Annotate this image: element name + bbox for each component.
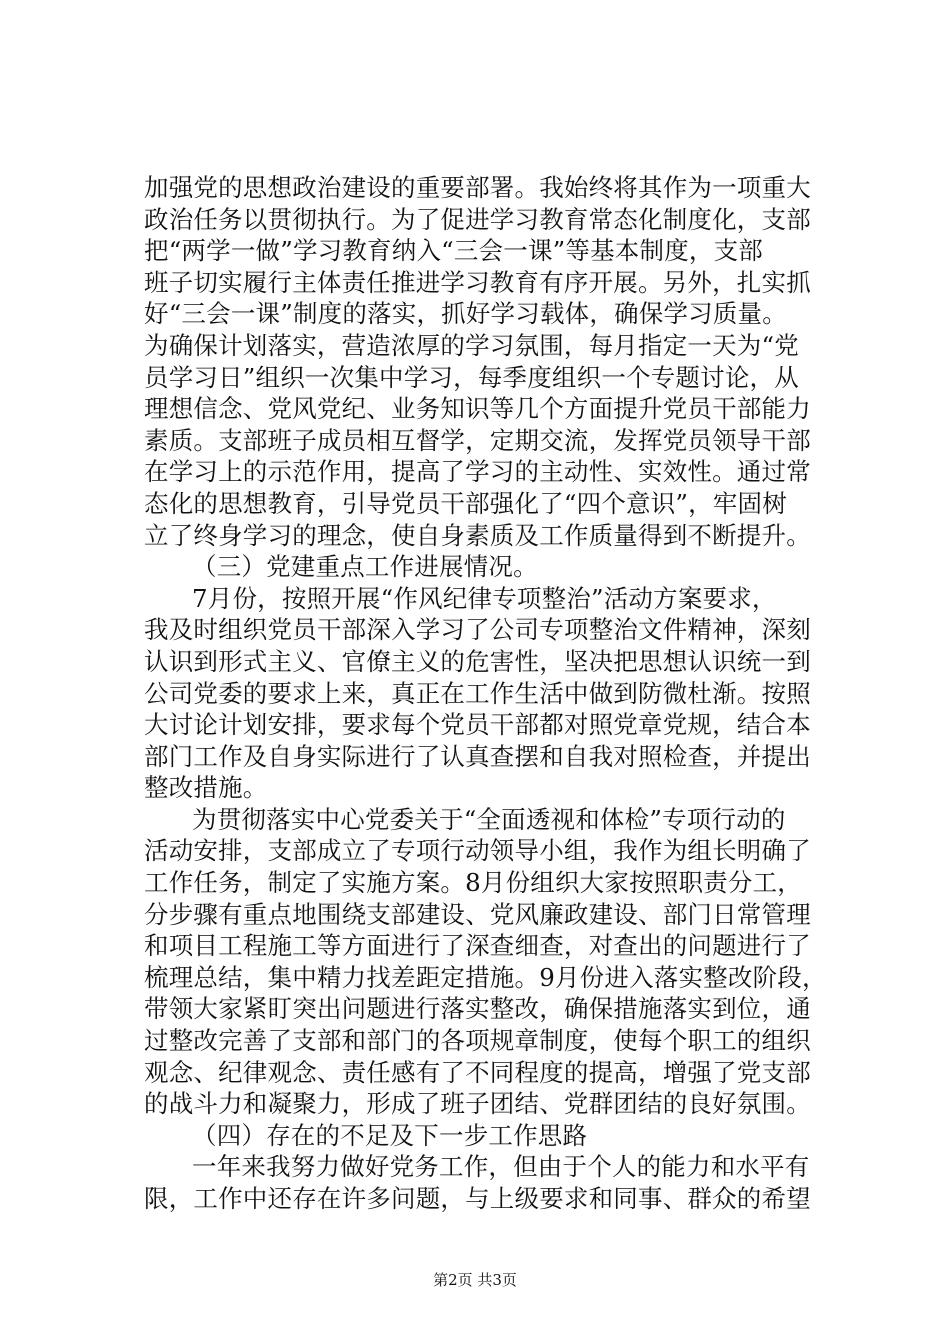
text-line: 一年来我努力做好党务工作，但由于个人的能力和水平有 [192,1152,810,1182]
text-line: （三）党建重点工作进展情况。 [192,552,538,582]
text-line: 观念、纪律观念、责任感有了不同程度的提高，增强了党支部 [144,1057,811,1087]
text-line: 过整改完善了支部和部门的各项规章制度，使每个职工的组织 [144,1026,811,1056]
text-line: 公司党委的要求上来，真正在工作生活中做到防微杜渐。按照 [144,678,811,708]
text-line: （四）存在的不足及下一步工作思路 [192,1120,588,1150]
body-text [144,172,827,1215]
text-line: 把“两学一做”学习教育纳入“三会一课”等基本制度，支部 [144,236,763,266]
text-line: 员学习日”组织一次集中学习，每季度组织一个专题讨论，从 [144,362,799,392]
text-line: 政治任务以贯彻执行。为了促进学习教育常态化制度化，支部 [144,204,811,234]
text-line: 限，工作中还存在许多问题，与上级要求和同事、群众的希望 [144,1184,811,1213]
text-line: 素质。支部班子成员相互督学，定期交流，发挥党员领导干部 [144,425,811,455]
text-line: 我及时组织党员干部深入学习了公司专项整治文件精神，深刻 [144,615,811,645]
text-line: 带领大家紧盯突出问题进行落实整改，确保措施落实到位，通 [144,994,811,1024]
text-line: 为贯彻落实中心党委关于“全面透视和体检”专项行动的 [192,804,786,834]
text-line: 工作任务，制定了实施方案。8月份组织大家按照职责分工， [144,868,802,898]
text-line: 活动安排，支部成立了专项行动领导小组，我作为组长明确了 [144,836,811,866]
text-line: 7月份，按照开展“作风纪律专项整治”活动方案要求， [192,583,777,613]
text-line: 好“三会一课”制度的落实，抓好学习载体，确保学习质量。 [144,299,787,329]
text-line: 和项目工程施工等方面进行了深查细查，对查出的问题进行了 [144,931,811,961]
text-line: 在学习上的示范作用，提高了学习的主动性、实效性。通过常 [144,457,811,487]
text-line: 立了终身学习的理念，使自身素质及工作质量得到不断提升。 [144,520,811,550]
text-line: 班子切实履行主体责任推进学习教育有序开展。另外，扎实抓 [144,267,811,297]
text-line: 分步骤有重点地围绕支部建设、党风廉政建设、部门日常管理 [144,899,811,929]
page-footer: 第2页 共3页 [433,1271,517,1289]
text-line: 的战斗力和凝聚力，形成了班子团结、党群团结的良好氛围。 [144,1089,811,1119]
text-line: 大讨论计划安排，要求每个党员干部都对照党章党规，结合本 [144,710,811,740]
text-line: 认识到形式主义、官僚主义的危害性，坚决把思想认识统一到 [144,646,811,676]
text-line: 整改措施。 [144,773,268,803]
text-line: 加强党的思想政治建设的重要部署。我始终将其作为一项重大 [144,173,811,202]
text-line: 态化的思想教育，引导党员干部强化了“四个意识”，牢固树 [144,488,787,518]
text-line: 理想信念、党风党纪、业务知识等几个方面提升党员干部能力 [144,394,811,424]
text-line: 梳理总结，集中精力找差距定措施。9月份进入落实整改阶段， [144,962,827,992]
text-line: 为确保计划落实，营造浓厚的学习氛围，每月指定一天为“党 [144,330,799,360]
text-line: 部门工作及自身实际进行了认真查摆和自我对照检查，并提出 [144,741,811,771]
